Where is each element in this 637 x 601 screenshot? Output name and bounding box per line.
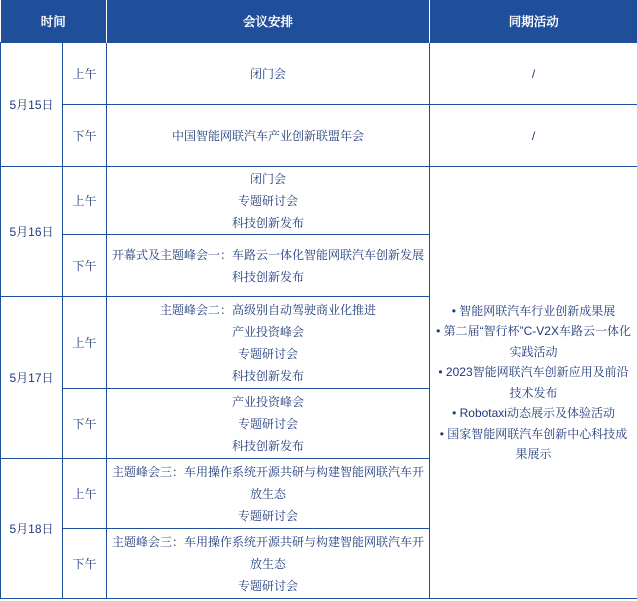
session-cell: 上午 xyxy=(63,43,107,105)
session-cell: 下午 xyxy=(63,105,107,167)
side-activities-list xyxy=(433,301,634,465)
list-item: • 2023智能网联汽车创新应用及前沿技术发布 xyxy=(438,365,629,400)
arrangement-line: 科技创新发布 xyxy=(232,269,305,284)
arrangement-cell xyxy=(107,389,430,459)
arrangement-line: 闭门会 xyxy=(250,171,287,186)
arrangement-line: 科技创新发布 xyxy=(232,215,305,230)
arrangement-cell xyxy=(107,167,430,235)
header-row xyxy=(1,0,637,43)
arrangement-line: 科技创新发布 xyxy=(232,368,305,383)
list-item: • 第二届“智行杯”C-V2X车路云一体化实践活动 xyxy=(436,324,631,359)
list-item: • Robotaxi动态展示及体验活动 xyxy=(452,406,615,420)
arrangement-cell xyxy=(107,43,430,105)
session-cell: 上午 xyxy=(63,297,107,389)
session-cell: 上午 xyxy=(63,167,107,235)
arrangement-cell xyxy=(107,105,430,167)
arrangement-cell xyxy=(107,235,430,297)
activity-cell: / xyxy=(430,105,637,167)
arrangement-line: 放生态 xyxy=(250,486,287,501)
session-cell: 下午 xyxy=(63,235,107,297)
arrangement-cell xyxy=(107,529,430,599)
date-cell: 5月18日 xyxy=(1,459,63,599)
arrangement-cell xyxy=(107,459,430,529)
list-item: • 国家智能网联汽车创新中心科技成果展示 xyxy=(439,426,628,461)
arrangement-line: 闭门会 xyxy=(250,66,287,81)
arrangement-cell xyxy=(107,297,430,389)
list-item: • 智能网联汽车行业创新成果展 xyxy=(451,303,616,318)
arrangement-line: 中国智能网联汽车产业创新联盟年会 xyxy=(172,128,365,143)
table-row xyxy=(1,43,637,105)
arrangement-line: 产业投资峰会 xyxy=(232,324,305,339)
header-arrangement: 会议安排 xyxy=(107,0,430,43)
session-cell: 下午 xyxy=(63,529,107,599)
arrangement-line: 专题研讨会 xyxy=(238,193,299,208)
arrangement-line: 主题峰会三：车用操作系统开源共研与构建智能网联汽车开 xyxy=(112,534,425,549)
arrangement-line: 专题研讨会 xyxy=(238,578,299,593)
table-row xyxy=(1,105,637,167)
header-activities: 同期活动 xyxy=(430,0,637,43)
date-cell: 5月15日 xyxy=(1,43,63,167)
date-cell: 5月17日 xyxy=(1,297,63,459)
arrangement-line: 专题研讨会 xyxy=(238,508,299,523)
arrangement-line: 科技创新发布 xyxy=(232,438,305,453)
arrangement-line: 专题研讨会 xyxy=(238,346,299,361)
session-cell: 上午 xyxy=(63,459,107,529)
side-activities-cell xyxy=(430,167,637,599)
arrangement-line: 专题研讨会 xyxy=(238,416,299,431)
table-row xyxy=(1,167,637,235)
header-time: 时间 xyxy=(1,0,107,43)
arrangement-line: 产业投资峰会 xyxy=(232,394,305,409)
session-cell: 下午 xyxy=(63,389,107,459)
arrangement-line: 主题峰会二：高级别自动驾驶商业化推进 xyxy=(160,302,377,317)
arrangement-line: 开幕式及主题峰会一：车路云一体化智能网联汽车创新发展 xyxy=(112,247,425,262)
arrangement-line: 主题峰会三：车用操作系统开源共研与构建智能网联汽车开 xyxy=(112,464,425,479)
date-cell: 5月16日 xyxy=(1,167,63,297)
activity-cell: / xyxy=(430,43,637,105)
arrangement-line: 放生态 xyxy=(250,556,287,571)
